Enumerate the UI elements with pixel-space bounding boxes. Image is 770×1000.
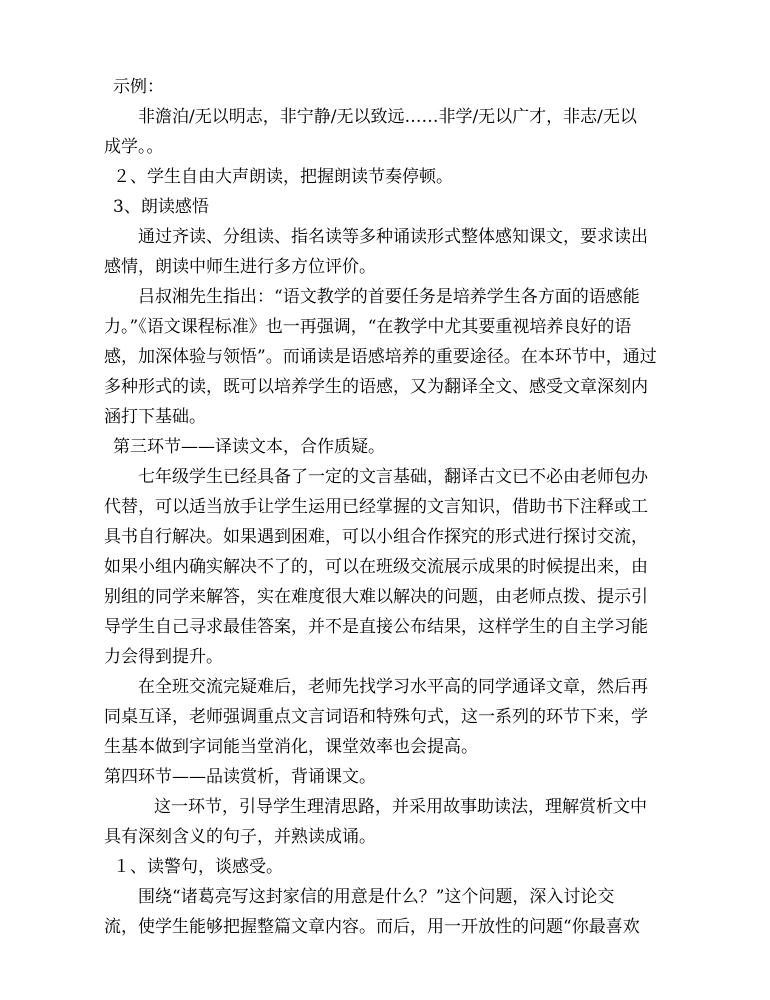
text-line: 七年级学生已经具备了一定的文言基础，翻译古文已不必由老师包办 xyxy=(138,467,648,487)
text-line: 导学生自己寻求最佳答案，并不是直接公布结果，这样学生的自主学习能 xyxy=(104,617,648,637)
text-line: 通过齐读、分组读、指名读等多种诵读形式整体感知课文，要求读出 xyxy=(138,227,648,247)
text-line: 感，加深体验与领悟”。而诵读是语感培养的重要途径。在本环节中，通过 xyxy=(104,347,657,367)
text-line: 力会得到提升。 xyxy=(104,647,223,667)
text-line: 在全班交流完疑难后，老师先找学习水平高的同学通译文章，然后再 xyxy=(138,677,648,697)
text-line: 同桌互译，老师强调重点文言词语和特殊句式，这一系列的环节下来，学 xyxy=(104,707,648,727)
text-line: 力。”《语文课程标准》也一再强调，“在教学中尤其要重视培养良好的语 xyxy=(104,317,632,337)
step-heading: 3、朗读感悟 xyxy=(113,197,209,217)
text-line: 代替，可以适当放手让学生运用已经掌握的文言知识，借助书下注释或工 xyxy=(104,497,648,517)
text-line: 感情，朗读中师生进行多方位评价。 xyxy=(104,257,376,277)
text-line: 具书自行解决。如果遇到困难，可以小组合作探究的形式进行探讨交流， xyxy=(104,527,648,547)
text-line: 非澹泊/无以明志，非宁静/无以致远……非学/无以广才，非志/无以 xyxy=(138,107,637,127)
section-heading: 第三环节——译读文本，合作质疑。 xyxy=(113,437,385,457)
text-line: 围绕“诸葛亮写这封家信的用意是什么？”这个问题，深入讨论交 xyxy=(138,887,615,907)
section-heading: 第四环节——品读赏析，背诵课文。 xyxy=(104,767,376,787)
example-label: 示例： xyxy=(113,77,164,97)
text-line: 成学。。 xyxy=(104,137,164,157)
text-line: 具有深刻含义的句子，并熟读成诵。 xyxy=(104,827,376,847)
text-line: 多种形式的读，既可以培养学生的语感，又为翻译全文、感受文章深刻内 xyxy=(104,377,648,397)
step-heading: ２、学生自由大声朗读，把握朗读节奏停顿。 xyxy=(113,167,453,187)
text-line: 生基本做到字词能当堂消化，课堂效率也会提高。 xyxy=(104,737,478,757)
text-line: 涵打下基础。 xyxy=(104,407,206,427)
text-line: 别组的同学来解答，实在难度很大难以解决的问题，由老师点拨、提示引 xyxy=(104,587,648,607)
text-line: 如果小组内确实解决不了的，可以在班级交流展示成果的时候提出来，由 xyxy=(104,557,648,577)
step-heading: １、读警句，谈感受。 xyxy=(113,857,283,877)
text-line: 这一环节，引导学生理清思路，并采用故事助读法，理解赏析文中 xyxy=(154,797,647,817)
text-line: 吕叔湘先生指出：“语文教学的首要任务是培养学生各方面的语感能 xyxy=(138,287,640,307)
text-line: 流，使学生能够把握整篇文章内容。而后，用一开放性的问题“你最喜欢 xyxy=(104,917,640,937)
